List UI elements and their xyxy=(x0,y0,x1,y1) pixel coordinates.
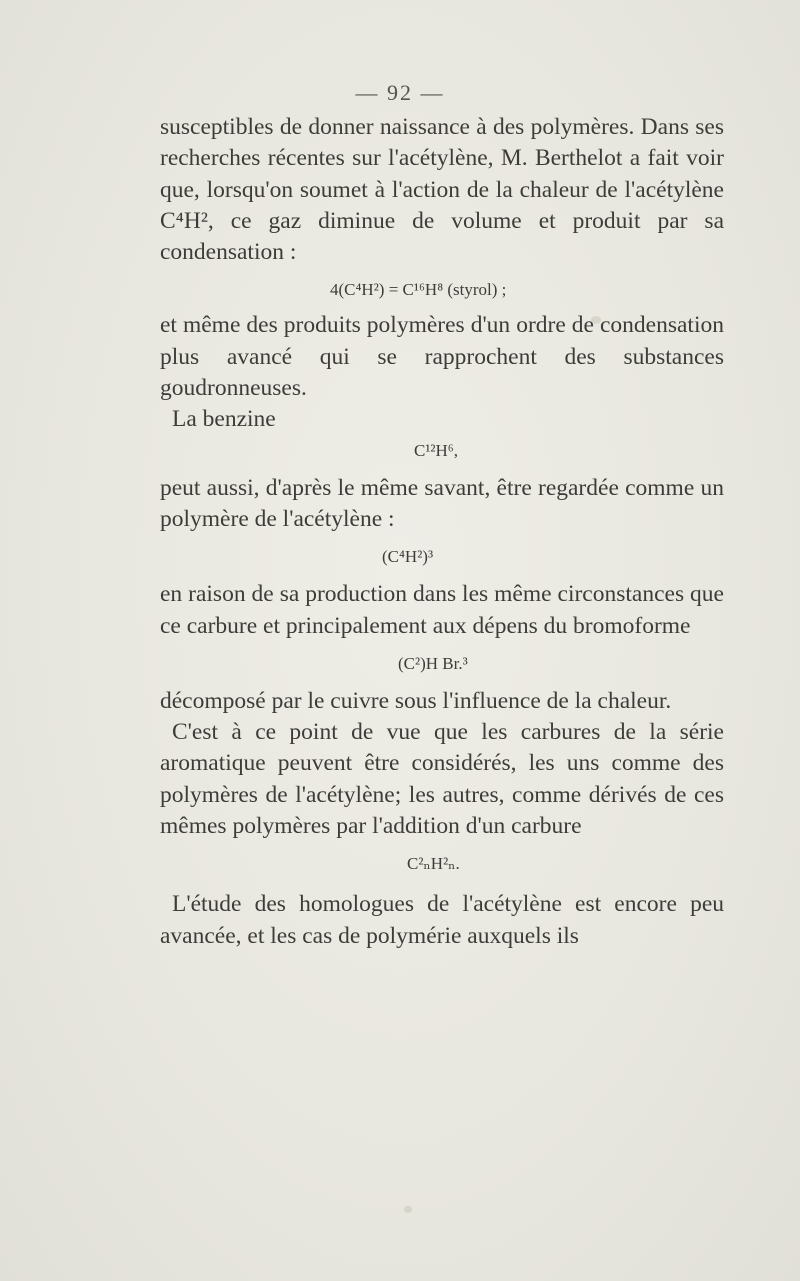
paragraph-benzine: La benzine xyxy=(172,406,276,433)
formula-acetylene-trimer: (C⁴H²)³ xyxy=(382,547,434,567)
paragraph-serie-aromatique: C'est à ce point de vue que les carbures de la série aromatique peuvent être considérés, les uns comme des polymères de l'acétylène; les autres, comme dérivés de ces mêmes polymères par l'addition d'un carbure xyxy=(160,719,724,840)
paragraph-homologues: L'étude des homologues de l'acétylène est encore peu avancée, et les cas de polymérie auxquels ils xyxy=(160,891,724,949)
formula-bromoforme: (C²)H Br.³ xyxy=(398,653,468,673)
formula-styrol: 4(C⁴H²) = C¹⁶H⁸ (styrol) ; xyxy=(330,280,507,300)
formula-benzine: C¹²H⁶, xyxy=(414,440,458,460)
paragraph-condensation: et même des produits polymères d'un ordre de condensation plus avancé qui se rapprochent des substances goudronneuses. xyxy=(160,312,724,402)
paragraph-production: en raison de sa production dans les même circonstances que ce carbure et principalement aux dépens du bromoforme xyxy=(160,581,724,639)
formula-carbure: C²ₙH²ₙ. xyxy=(407,854,460,874)
paragraph-polymeres: susceptibles de donner naissance à des polymères. Dans ses recherches récentes sur l'acétylène, M. Berthelot a fait voir que, lorsqu'on soumet à l'action de la chaleur de l'acétylène C⁴H², ce gaz diminue de volume et produit par sa condensation : xyxy=(160,114,724,266)
paper-blemish xyxy=(404,1206,412,1213)
paragraph-decompose: décomposé par le cuivre sous l'influence de la chaleur. xyxy=(160,687,672,714)
paragraph-meme-savant: peut aussi, d'après le même savant, être regardée comme un polymère de l'acétylène : xyxy=(160,474,724,532)
page-number: — 92 — xyxy=(355,80,445,105)
page-body xyxy=(160,112,724,952)
